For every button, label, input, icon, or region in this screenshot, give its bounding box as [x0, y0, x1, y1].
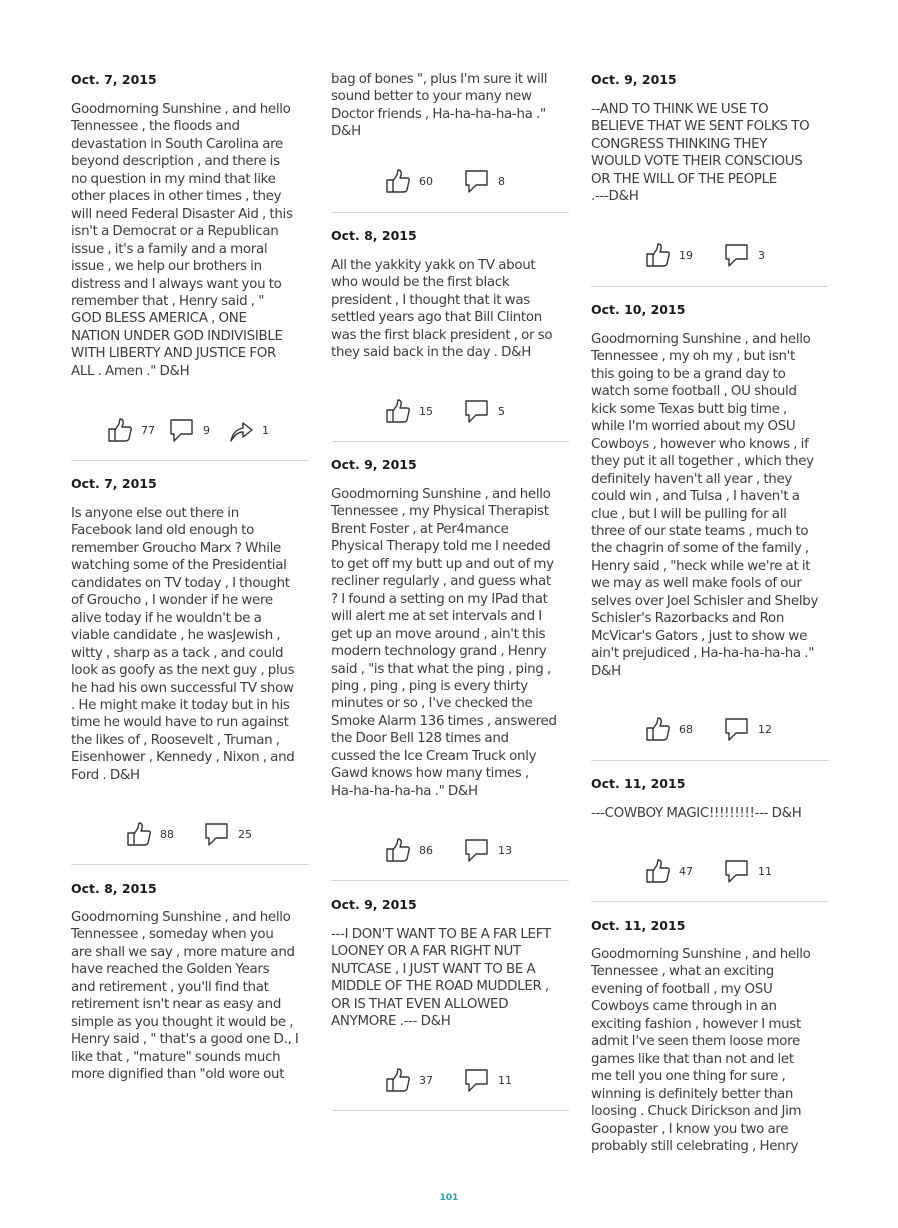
- comment-icon: [724, 858, 750, 884]
- comment-count: 11: [758, 864, 772, 878]
- text-line: Ford . D&H: [71, 767, 140, 783]
- text-line: have reached the Golden Years: [71, 962, 270, 978]
- text-line: watch some football , OU should: [591, 384, 797, 400]
- text-line: and retirement , you'll find that: [71, 979, 269, 995]
- text-line: recliner regularly , and guess what: [331, 574, 551, 590]
- text-line: who would be the first black: [331, 275, 510, 291]
- text-line: MIDDLE OF THE ROAD MUDDLER ,: [331, 979, 549, 995]
- like-button[interactable]: [645, 714, 693, 744]
- like-count: 15: [419, 404, 433, 418]
- text-line: GOD BLESS AMERICA , ONE: [71, 311, 247, 327]
- text-line: issue , it's a family and a moral: [71, 241, 268, 257]
- comment-icon: [724, 242, 750, 268]
- like-count: 88: [160, 827, 174, 841]
- text-line: Goopaster , I know you two are: [591, 1121, 789, 1137]
- divider: [71, 460, 309, 461]
- text-line: said , "is that what the ping , ping ,: [331, 661, 551, 677]
- text-line: while I'm worried about my OSU: [591, 419, 796, 435]
- comment-icon: [464, 168, 490, 194]
- text-line: BELIEVE THAT WE SENT FOLKS TO: [591, 119, 810, 135]
- post-date: Oct. 8, 2015: [331, 228, 417, 243]
- post-stats: [591, 856, 831, 886]
- text-line: more dignified than "old wore out: [71, 1067, 285, 1083]
- text-line: Tennessee , my oh my , but isn't: [591, 349, 795, 365]
- like-button[interactable]: [107, 415, 155, 445]
- text-line: Ha-ha-ha-ha-ha ." D&H: [331, 783, 478, 799]
- share-button[interactable]: [228, 415, 269, 445]
- comment-button[interactable]: [464, 166, 505, 196]
- share-count: 1: [262, 423, 269, 437]
- like-count: 86: [419, 843, 433, 857]
- text-line: Goodmorning Sunshine , and hello: [591, 947, 811, 962]
- text-line: ---I DON'T WANT TO BE A FAR LEFT: [331, 927, 551, 942]
- comment-count: 11: [498, 1073, 512, 1087]
- text-line: Goodmorning Sunshine , and hello: [591, 332, 811, 347]
- text-line: D&H: [591, 663, 621, 679]
- thumbs-up-icon: [126, 821, 152, 847]
- text-line: viable candidate , he wasJewish ,: [71, 628, 281, 644]
- text-line: this going to be a grand day to: [591, 366, 786, 382]
- text-line: McVicar's Gators , just to show we: [591, 628, 808, 644]
- comment-button[interactable]: [464, 1065, 512, 1095]
- thumbs-up-icon: [385, 168, 411, 194]
- text-line: Tennessee , the floods and: [71, 119, 240, 135]
- text-line: LOONEY OR A FAR RIGHT NUT: [331, 944, 521, 960]
- post-text: [331, 486, 573, 800]
- thumbs-up-icon: [645, 242, 671, 268]
- like-button[interactable]: [645, 856, 693, 886]
- text-line: admit I've seen them loose more: [591, 1034, 800, 1050]
- text-line: winning is definitely better than: [591, 1086, 794, 1102]
- divider: [331, 212, 569, 213]
- comment-count: 3: [758, 248, 765, 262]
- like-count: 60: [419, 174, 433, 188]
- text-line: Henry said , " that's a good one D., I: [71, 1032, 299, 1048]
- comment-count: 9: [203, 423, 210, 437]
- text-line: ALL . Amen ." D&H: [71, 363, 190, 379]
- text-line: other places in other times , they: [71, 189, 282, 205]
- post-text: [591, 101, 833, 206]
- text-line: they said back in the day . D&H: [331, 345, 532, 361]
- text-line: OR IS THAT EVEN ALLOWED: [331, 996, 509, 1012]
- text-line: Cowboys came through in an: [591, 999, 777, 1015]
- text-line: kick some Texas butt big time ,: [591, 401, 788, 417]
- text-line: Tennessee , what an exciting: [591, 964, 774, 980]
- text-line: settled years ago that Bill Clinton: [331, 310, 542, 326]
- text-line: retirement isn't near as easy and: [71, 997, 282, 1013]
- text-line: Goodmorning Sunshine , and hello: [71, 910, 291, 925]
- thumbs-up-icon: [645, 716, 671, 742]
- text-line: president , I thought that it was: [331, 292, 530, 308]
- text-line: exciting fashion , however I must: [591, 1016, 801, 1032]
- text-line: beyond description , and there is: [71, 154, 280, 170]
- comment-icon: [464, 837, 490, 863]
- text-line: the chagrin of some of the family ,: [591, 541, 809, 557]
- post-date: Oct. 11, 2015: [591, 776, 686, 791]
- text-line: remember Groucho Marx ? While: [71, 540, 281, 556]
- text-line: Henry said , "heck while we're at it: [591, 558, 811, 574]
- text-line: --AND TO THINK WE USE TO: [591, 102, 769, 117]
- post-text: [71, 505, 313, 784]
- text-line: Facebook land old enough to: [71, 523, 255, 539]
- post-text: [71, 101, 313, 380]
- post-date: Oct. 7, 2015: [71, 476, 157, 491]
- text-line: selves over Joel Schisler and Shelby: [591, 593, 819, 609]
- text-line: WITH LIBERTY AND JUSTICE FOR: [71, 346, 277, 362]
- text-line: will need Federal Disaster Aid , this: [71, 206, 293, 222]
- thumbs-up-icon: [645, 858, 671, 884]
- comment-icon: [169, 417, 195, 443]
- post-date: Oct. 9, 2015: [331, 457, 417, 472]
- comment-count: 12: [758, 722, 772, 736]
- text-line: like that , "mature" sounds much: [71, 1049, 281, 1065]
- text-line: no question in my mind that like: [71, 171, 276, 187]
- text-line: Smoke Alarm 136 times , answered: [331, 713, 557, 729]
- post-text: [331, 71, 573, 141]
- post-text: [331, 926, 573, 1031]
- text-line: ---COWBOY MAGIC!!!!!!!!!--- D&H: [591, 806, 802, 821]
- text-line: was the first black president , or so: [331, 327, 553, 343]
- like-button[interactable]: [385, 396, 433, 426]
- text-line: Goodmorning Sunshine , and hello: [71, 102, 291, 117]
- post-stats: [331, 166, 571, 196]
- comment-icon: [464, 1067, 490, 1093]
- text-line: Doctor friends , Ha-ha-ha-ha-ha .": [331, 106, 546, 122]
- comment-button[interactable]: [204, 819, 252, 849]
- comment-button[interactable]: [464, 835, 512, 865]
- comment-count: 5: [498, 404, 505, 418]
- text-line: time he would have to run against: [71, 715, 289, 731]
- post-text: [71, 909, 313, 1084]
- text-line: look as goofy as the next guy , plus: [71, 663, 295, 679]
- post-date: Oct. 11, 2015: [591, 918, 686, 933]
- text-line: . He might make it today but in his: [71, 697, 290, 713]
- text-line: Tennessee , someday when you: [71, 927, 274, 943]
- text-line: watching some of the Presidential: [71, 558, 287, 574]
- comment-count: 25: [238, 827, 252, 841]
- text-line: of Groucho , I wonder if he were: [71, 593, 273, 609]
- text-line: Gawd knows how many times ,: [331, 766, 529, 782]
- like-count: 19: [679, 248, 693, 262]
- text-line: could win , and Tulsa , I haven't a: [591, 489, 800, 505]
- text-line: All the yakkity yakk on TV about: [331, 258, 536, 273]
- text-line: Goodmorning Sunshine , and hello: [331, 487, 551, 502]
- text-line: will alert me at set intervals and I: [331, 609, 542, 625]
- post-date: Oct. 8, 2015: [71, 881, 157, 896]
- text-line: Schisler's Razorbacks and Ron: [591, 611, 785, 627]
- post-stats: [331, 396, 571, 426]
- text-line: OR THE WILL OF THE PEOPLE: [591, 171, 777, 187]
- text-line: witty , sharp as a tack , and could: [71, 645, 284, 661]
- share-icon: [228, 417, 254, 443]
- post-stats: [591, 240, 831, 270]
- like-button[interactable]: [645, 240, 693, 270]
- text-line: sound better to your many new: [331, 89, 532, 105]
- comment-button[interactable]: [464, 396, 505, 426]
- text-line: candidates on TV today , I thought: [71, 575, 290, 591]
- like-button[interactable]: [385, 835, 433, 865]
- text-line: cussed the Ice Cream Truck only: [331, 748, 537, 764]
- text-line: simple as you thought it would be ,: [71, 1014, 294, 1030]
- like-count: 77: [141, 423, 155, 437]
- like-button[interactable]: [385, 166, 433, 196]
- text-line: issue , we help our brothers in: [71, 259, 262, 275]
- text-line: CONGRESS THINKING THEY: [591, 136, 768, 152]
- comment-button[interactable]: [724, 856, 772, 886]
- text-line: to get off my butt up and out of my: [331, 556, 554, 572]
- post-stats: [71, 415, 311, 445]
- text-line: Is anyone else out there in: [71, 506, 239, 521]
- text-line: ANYMORE .--- D&H: [331, 1014, 451, 1030]
- post-text: [591, 805, 833, 822]
- text-line: me tell you one thing for sure ,: [591, 1069, 786, 1085]
- thumbs-up-icon: [107, 417, 133, 443]
- text-line: three of our state teams , much to: [591, 523, 809, 539]
- text-line: he had his own successful TV show: [71, 680, 294, 696]
- post-text: [591, 946, 833, 1155]
- comment-button[interactable]: [724, 714, 772, 744]
- comment-button[interactable]: [169, 415, 210, 445]
- divider: [591, 901, 829, 902]
- text-line: ? I found a setting on my IPad that: [331, 591, 548, 607]
- text-line: the Door Bell 128 times and: [331, 731, 509, 747]
- post-stats: [331, 835, 571, 865]
- thumbs-up-icon: [385, 398, 411, 424]
- comment-count: 13: [498, 843, 512, 857]
- thumbs-up-icon: [385, 837, 411, 863]
- text-line: ain't prejudiced , Ha-ha-ha-ha-ha .": [591, 646, 815, 662]
- thumbs-up-icon: [385, 1067, 411, 1093]
- divider: [331, 1110, 569, 1111]
- text-line: ping , ping , ping is every thirty: [331, 678, 528, 694]
- like-count: 68: [679, 722, 693, 736]
- post-text: [591, 331, 833, 680]
- text-line: evening of football , my OSU: [591, 981, 773, 997]
- post-date: Oct. 9, 2015: [331, 897, 417, 912]
- comment-button[interactable]: [724, 240, 765, 270]
- like-count: 47: [679, 864, 693, 878]
- divider: [71, 864, 309, 865]
- post-stats: [331, 1065, 571, 1095]
- like-button[interactable]: [385, 1065, 433, 1095]
- text-line: definitely haven't all year , they: [591, 471, 793, 487]
- divider: [591, 286, 829, 287]
- text-line: clue , but I will be pulling for all: [591, 506, 787, 522]
- text-line: D&H: [331, 124, 361, 140]
- post-date: Oct. 7, 2015: [71, 72, 157, 87]
- text-line: Physical Therapy told me I needed: [331, 539, 551, 555]
- text-line: Tennessee , my Physical Therapist: [331, 504, 549, 520]
- post-text: [331, 257, 573, 362]
- comment-icon: [464, 398, 490, 424]
- text-line: WOULD VOTE THEIR CONSCIOUS: [591, 154, 803, 170]
- text-line: NATION UNDER GOD INDIVISIBLE: [71, 328, 283, 344]
- post-stats: [591, 714, 831, 744]
- post-stats: [71, 819, 311, 849]
- text-line: games like that than not and let: [591, 1051, 794, 1067]
- text-line: bag of bones ", plus I'm sure it will: [331, 72, 548, 87]
- text-line: are shall we say , more mature and: [71, 944, 295, 960]
- text-line: .---D&H: [591, 189, 639, 205]
- post-date: Oct. 9, 2015: [591, 72, 677, 87]
- text-line: Brent Foster , at Per4mance: [331, 521, 509, 537]
- like-button[interactable]: [126, 819, 174, 849]
- post-date: Oct. 10, 2015: [591, 302, 686, 317]
- divider: [591, 760, 829, 761]
- text-line: the likes of , Roosevelt , Truman ,: [71, 732, 280, 748]
- text-line: loosing . Chuck Dirickson and Jim: [591, 1104, 802, 1120]
- text-line: they put it all together , which they: [591, 454, 814, 470]
- text-line: get up an move around , ain't this: [331, 626, 546, 642]
- text-line: modern technology grand , Henry: [331, 644, 547, 660]
- page-number: 101: [439, 1193, 459, 1203]
- text-line: distress and I always want you to: [71, 276, 282, 292]
- text-line: remember that , Henry said , ": [71, 293, 265, 309]
- text-line: probably still celebrating , Henry: [591, 1138, 799, 1154]
- comment-icon: [204, 821, 230, 847]
- divider: [331, 880, 569, 881]
- comment-icon: [724, 716, 750, 742]
- divider: [331, 441, 569, 442]
- like-count: 37: [419, 1073, 433, 1087]
- text-line: minutes or so , I've checked the: [331, 696, 533, 712]
- text-line: devastation in South Carolina are: [71, 136, 283, 152]
- text-line: we may as well make fools of our: [591, 576, 802, 592]
- text-line: NUTCASE , I JUST WANT TO BE A: [331, 961, 536, 977]
- text-line: isn't a Democrat or a Republican: [71, 224, 279, 240]
- text-line: Eisenhower , Kennedy , Nixon , and: [71, 750, 295, 766]
- text-line: alive today if he wouldn't be a: [71, 610, 262, 626]
- comment-count: 8: [498, 174, 505, 188]
- text-line: Cowboys , however who knows , if: [591, 436, 809, 452]
